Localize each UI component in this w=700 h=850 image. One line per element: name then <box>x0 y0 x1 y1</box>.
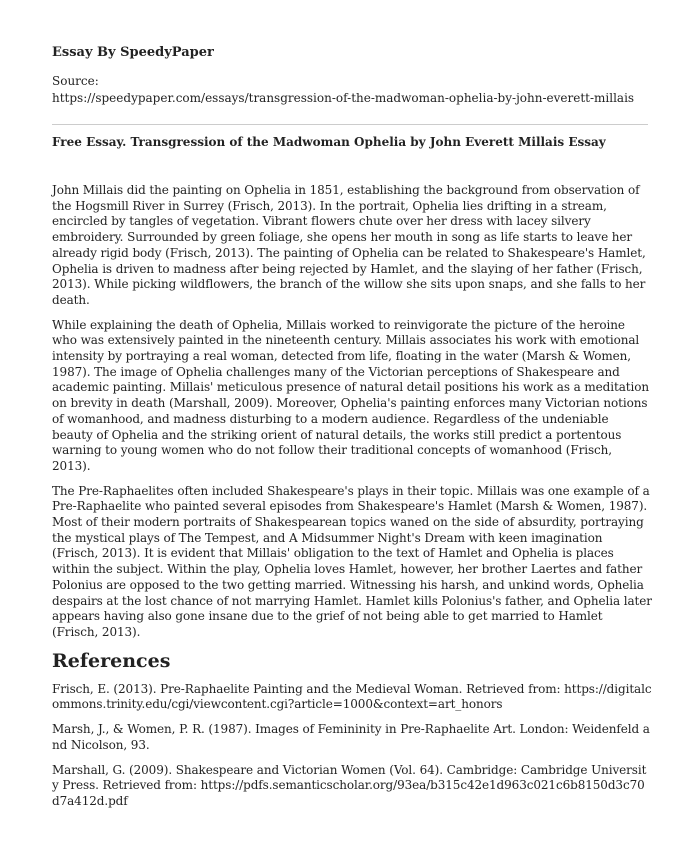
essay-paragraph-2: While explaining the death of Ophelia, Millais worked to reinvigorate the picture of the heroine who was extensively painted in the nineteenth century. Millais associates his work with emotional intensity by portraying a real woman, detected from life, floating in the water (Marsh & Women, 1987). The image of Ophelia challenges many of the Victorian perceptions of Shakespeare and academic painting. Millais' meticulous presence of natural detail positions his work as a meditation on brevity in death (Marshall, 2009). Moreover, Ophelia's painting enforces many Victorian notions of womanhood, and madness disturbing to a modern audience. Regardless of the undeniable beauty of Ophelia and the striking orient of natural details, the works still predict a portentous warning to young women who do not follow their traditional concepts of womanhood (Frisch, 2013). <box>52 317 649 473</box>
reference-item-2: Marsh, J., & Women, P. R. (1987). Images of Femininity in Pre-Raphaelite Art. London: Weidenfeld and Nicolson, 93. <box>52 722 650 752</box>
essay-body <box>52 183 652 819</box>
reference-item-3: Marshall, G. (2009). Shakespeare and Victorian Women (Vol. 64). Cambridge: Cambridge University Press. Retrieved from: https://pdfs.semanticscholar.org/93ea/b315c42e1d963c021c6b8150d3c70d7a412d.pdf <box>52 762 647 808</box>
brand-title: Essay By SpeedyPaper <box>52 45 214 60</box>
references-heading: References <box>52 649 171 672</box>
reference-item-1: Frisch, E. (2013). Pre-Raphaelite Painting and the Medieval Woman. Retrieved from: https://digitalcommons.trinity.edu/cgi/viewcontent.cgi?article=1000&context=art_honors <box>52 681 652 712</box>
essay-title: Free Essay. Transgression of the Madwoman Ophelia by John Everett Millais Essay <box>52 135 606 149</box>
source-block <box>52 73 634 107</box>
source-label: Source: <box>52 74 99 88</box>
source-url[interactable]: https://speedypaper.com/essays/transgression-of-the-madwoman-ophelia-by-john-everett-millais <box>52 91 635 105</box>
essay-paragraph-3: The Pre-Raphaelites often included Shakespeare's plays in their topic. Millais was one example of a Pre-Raphaelite who painted several episodes from Shakespeare's Hamlet (Marsh & Women, 1987). Most of their modern portraits of Shakespearean topics waned on the side of absurdity, portraying the mystical plays of The Tempest, and A Midsummer Night's Dream with keen imagination (Frisch, 2013). It is evident that Millais' obligation to the text of Hamlet and Ophelia is places within the subject. Within the play, Ophelia loves Hamlet, however, her brother Laertes and father Polonius are opposed to the two getting married. Witnessing his harsh, and unkind words, Ophelia despairs at the lost chance of not marrying Hamlet. Hamlet kills Polonius's father, and Ophelia later appears having also gone insane due to the grief of not being able to get married to Hamlet (Frisch, 2013). <box>52 483 652 639</box>
header-divider <box>52 124 648 125</box>
essay-paragraph-1: John Millais did the painting on Ophelia in 1851, establishing the background from observation of the Hogsmill River in Surrey (Frisch, 2013). In the portrait, Ophelia lies drifting in a stream, encircled by tangles of vegetation. Vibrant flowers chute over her dress with lacey silvery embroidery. Surrounded by green foliage, she opens her mouth in song as life starts to leave her already rigid body (Frisch, 2013). The painting of Ophelia can be related to Shakespeare's Hamlet, Ophelia is driven to madness after being rejected by Hamlet, and the slaying of her father (Frisch, 2013). While picking wildflowers, the branch of the willow she sits upon snaps, and she falls to her death. <box>52 183 646 307</box>
